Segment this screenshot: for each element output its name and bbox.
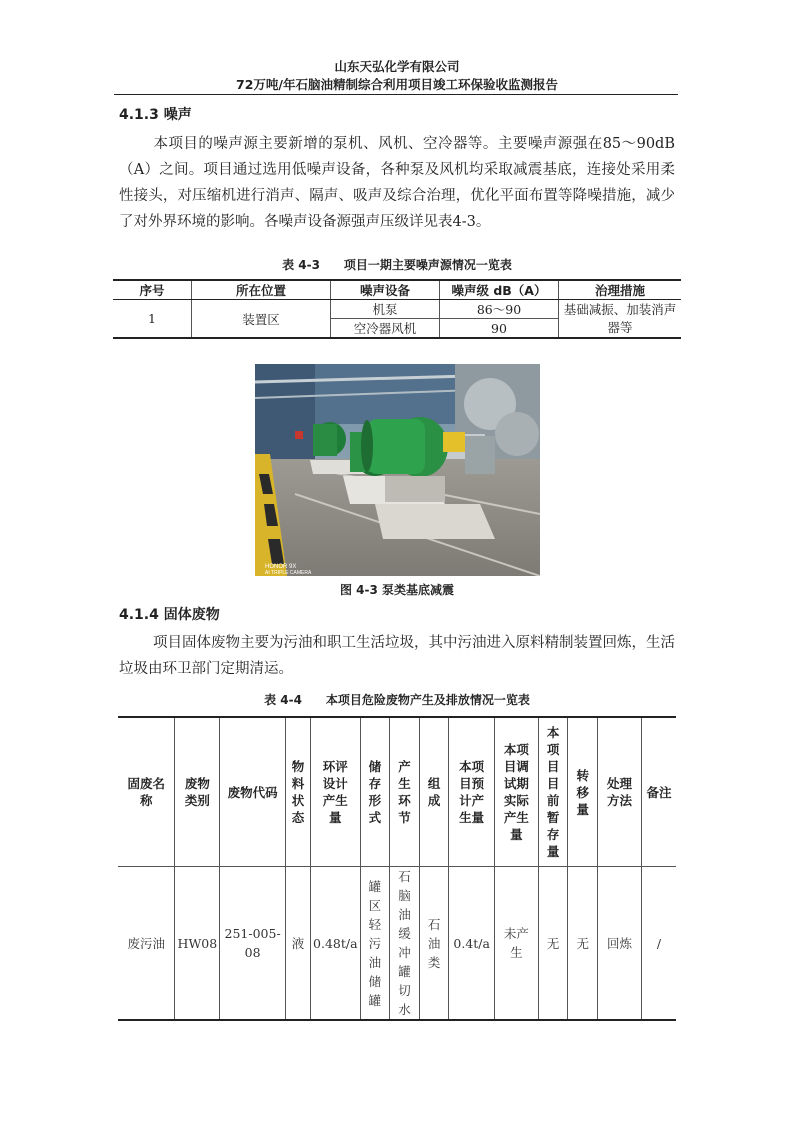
cell-level: 90 (440, 319, 559, 339)
col-header: 环评设计产生量 (322, 759, 348, 825)
photo-drawing (255, 364, 540, 576)
noise-paragraph (119, 131, 675, 235)
company-name: 山东天弘化学有限公司 (334, 59, 460, 74)
cell-measure: 基础减振、加装消声器等 (559, 300, 682, 339)
col-header: 本项目调试期实际产生量 (503, 742, 529, 842)
col-header: 处理方法 (607, 776, 633, 808)
cell: 回炼 (598, 867, 642, 1021)
col-header: 备注 (646, 784, 672, 800)
col-header: 储存形式 (368, 759, 382, 825)
waste-paragraph (119, 630, 675, 682)
col-header: 物料状态 (291, 759, 305, 825)
noise-paragraph-text: 本项目的噪声源主要新增的泵机、风机、空冷器等。主要噪声源强在85～90dB（A）之间。项目通过选用低噪声设备，各种泵及风机均采取减震基底，连接处采用柔性接头，对压缩机进行消声、隔声、吸声及综合治理，优化平面布置等降噪措施，减少了对外界环境的影响。各噪声设备源强声压级详见表4-3。 (119, 136, 675, 230)
table-row (113, 300, 681, 319)
report-title: 72万吨/年石脑油精制综合利用项目竣工环保验收监测报告 (236, 77, 558, 92)
cell-seq: 1 (113, 300, 192, 339)
cell: 液 (285, 867, 310, 1021)
col-header: 废物类别 (184, 776, 210, 808)
cell: HW08 (175, 867, 220, 1021)
col-header: 序号 (113, 280, 192, 300)
cell-location: 装置区 (192, 300, 331, 339)
watermark-line2: AI TRIPLE CAMERA (265, 570, 312, 576)
cell-device: 空冷器风机 (331, 319, 440, 339)
section-4-1-4-heading: 4.1.4 固体废物 (119, 607, 220, 623)
cell: 0.4t/a (449, 867, 495, 1021)
col-header: 噪声设备 (331, 280, 440, 300)
cell: 石油类 (427, 916, 441, 970)
col-header: 转移量 (576, 767, 589, 817)
waste-paragraph-text: 项目固体废物主要为污油和职工生活垃圾，其中污油进入原料精制装置回炼，生活垃圾由环卫部门定期清运。 (119, 635, 675, 677)
section-4-1-3-heading: 4.1.3 噪声 (119, 107, 192, 123)
noise-source-table (113, 279, 681, 339)
header-rule (114, 94, 678, 95)
cell: 无 (568, 867, 598, 1021)
col-header: 本项目预计产生量 (459, 759, 485, 825)
cell: 未产生 (503, 926, 529, 960)
cell-level: 86～90 (440, 300, 559, 319)
col-header: 产生环节 (398, 759, 411, 825)
col-header: 本项目目前暂存量 (546, 725, 560, 859)
col-header: 固废名称 (127, 776, 165, 808)
cell-device: 机泵 (331, 300, 440, 319)
pump-foundation-photo (255, 364, 540, 576)
cell: 废污油 (118, 867, 175, 1021)
cell: 石脑油缓冲罐切水 (398, 869, 411, 1017)
watermark-line1: HONOR 9X (265, 564, 297, 570)
figure-4-3-caption: 图 4-3 泵类基底减震 (339, 583, 455, 597)
col-header: 所在位置 (192, 280, 331, 300)
col-header: 治理措施 (559, 280, 682, 300)
table-4-4-caption: 表 4-4 本项目危险废物产生及排放情况一览表 (264, 693, 530, 707)
col-header: 组成 (427, 776, 441, 808)
col-header: 噪声级 dB（A） (440, 280, 559, 300)
table-header-row (113, 280, 681, 300)
table-row (118, 867, 676, 1021)
table-4-3-caption: 表 4-3 项目一期主要噪声源情况一览表 (282, 258, 512, 272)
hazardous-waste-table (118, 716, 676, 1021)
cell: 无 (538, 867, 568, 1021)
cell: 罐区轻污油储罐 (368, 878, 382, 1008)
table-header-row (118, 717, 676, 867)
cell: / (642, 867, 677, 1021)
col-header: 废物代码 (227, 784, 278, 800)
cell: 0.48t/a (311, 867, 361, 1021)
cell: 251-005-08 (220, 867, 286, 1021)
